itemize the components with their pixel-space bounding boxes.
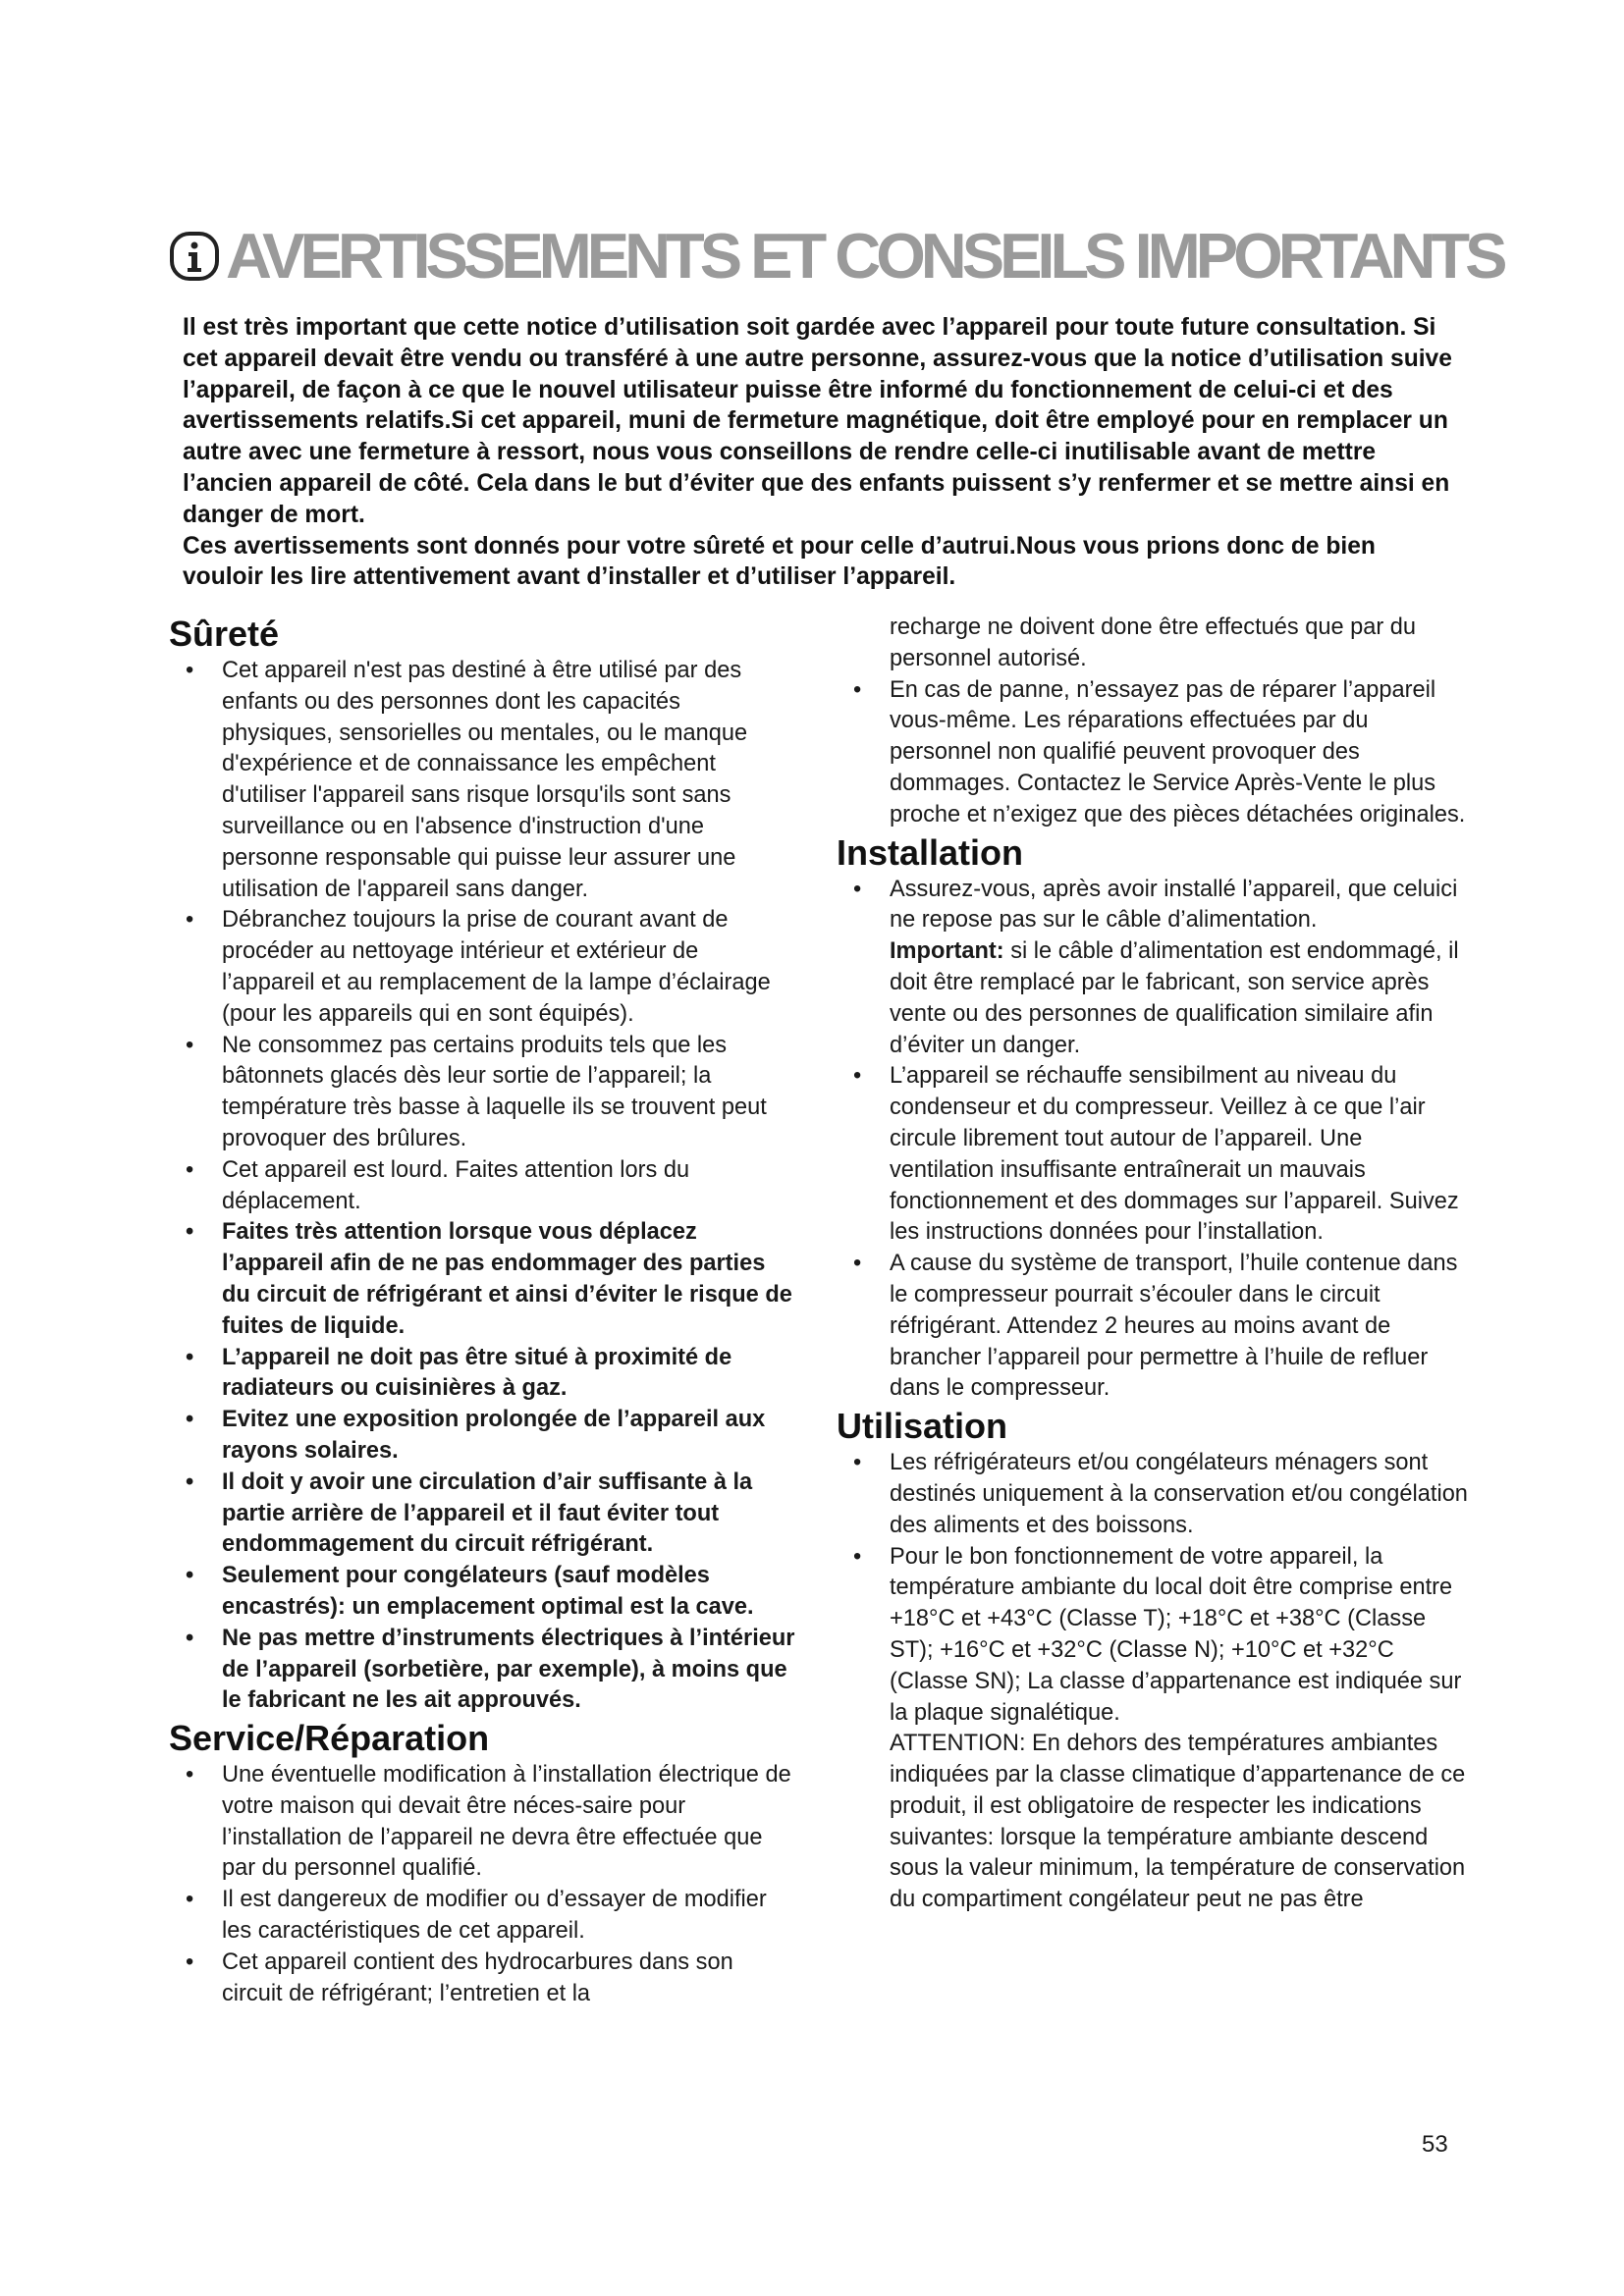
left-column: [169, 613, 797, 2009]
intro-section: [183, 312, 1454, 593]
list-item: • En cas de panne, n’essayez pas de réparer l’appareil vous-même. Les réparations effectuées par du personnel non qualifié peuvent provoquer des dommages. Contactez le Service Après-Vente le plus proche et n’exigez que des pièces détachées originales.: [837, 675, 1473, 831]
section-heading-surete: Sûreté: [169, 614, 280, 654]
section-heading-service: Service/Réparation: [169, 1718, 490, 1759]
service-list: [169, 1760, 797, 2009]
list-item: • Cet appareil contient des hydrocarbures dans son circuit de réfrigérant; l’entretien et la: [169, 1948, 797, 2010]
list-item: • Les réfrigérateurs et/ou congélateurs ménagers sont destinés uniquement à la conservation et/ou congélation des aliments et des boissons.: [837, 1448, 1473, 1541]
list-item: • L’appareil ne doit pas être situé à proximité de radiateurs ou cuisinières à gaz.: [169, 1343, 797, 1406]
list-item: • Il doit y avoir une circulation d’air suffisante à la partie arrière de l’appareil et il faut éviter tout endommagement du circuit réfrigérant.: [169, 1468, 797, 1561]
service-list-continued: [837, 675, 1473, 831]
intro-paragraph: Il est très important que cette notice d’utilisation soit gardée avec l’appareil pour toute future consultation. Si cet appareil devait être vendu ou transféré à une autre personne, assurez-vous que la notice d’utilisation suive l’appareil, de façon à ce que le nouvel utilisateur puisse être informé du fonctionnement de celui-ci et des avertissements relatifs.Si cet appareil, muni de fermeture magnétique, doit être employé pour en remplacer un autre avec une fermeture à ressort, nous vous conseillons de rendre celle-ci inutilisable avant de mettre l’ancien appareil de côté. Cela dans le but d’éviter que des enfants puissent s’y renfermer et se mettre ainsi en danger de mort.: [183, 314, 1452, 528]
list-item: • Il est dangereux de modifier ou d’essayer de modifier les caractéristiques de cet appareil.: [169, 1885, 797, 1948]
title-text: AVERTISSEMENTS ET CONSEILS IMPORTANTS: [226, 220, 1503, 292]
info-icon: [169, 231, 220, 282]
list-item: • Cet appareil n'est pas destiné à être utilisé par des enfants ou des personnes dont les capacités physiques, sensorielles ou mentales, ou le manque d'expérience et de connaissance les empêchent d'utiliser l'appareil sans risque lorsqu'ils sont sans surveillance ou en l'absence d'instruction d'une personne responsable qui puisse leur assurer une utilisation de l'appareil sans danger.: [169, 656, 797, 905]
item-text: Assurez-vous, après avoir installé l’appareil, que celuici ne repose pas sur le câble d’alimentation.: [890, 876, 1458, 934]
list-item: • Ne pas mettre d’instruments électriques à l’intérieur de l’appareil (sorbetière, par exemple), à moins que le fabricant ne les ait approuvés.: [169, 1624, 797, 1717]
list-item: • Débranchez toujours la prise de courant avant de procéder au nettoyage intérieur et extérieur de l’appareil et au remplacement de la lampe d’éclairage (pour les appareils qui en sont équipés).: [169, 905, 797, 1030]
list-item: • Evitez une exposition prolongée de l’appareil aux rayons solaires.: [169, 1405, 797, 1468]
list-item: • L’appareil se réchauffe sensibilment au niveau du condenseur et du compresseur. Veillez à ce que l’air circule librement tout autour de l’appareil. Une ventilation insuffisante entraînerait un mauvais fonctionnement et des dommages sur l’appareil. Suivez les instructions données pour l’installation.: [837, 1061, 1473, 1249]
item-text: si le câble d’alimentation est endommagé, il doit être remplacé par le fabricant, son service après vente ou des personnes de qualification similaire afin d’éviter un danger.: [890, 938, 1459, 1058]
list-item: • Faites très attention lorsque vous déplacez l’appareil afin de ne pas endommager des parties du circuit de réfrigérant et ainsi d’éviter le risque de fuites de liquide.: [169, 1217, 797, 1342]
important-label: Important:: [890, 938, 1004, 965]
list-item: • Une éventuelle modification à l’installation électrique de votre maison qui devait être néces-saire pour l’installation de l’appareil ne devra être effectuée que par du personnel qualifié.: [169, 1760, 797, 1885]
service-continuation: recharge ne doivent done être effectués que par du personnel autorisé.: [890, 614, 1417, 671]
section-heading-utilisation: Utilisation: [837, 1406, 1008, 1447]
section-heading-installation: Installation: [837, 831, 1024, 873]
surete-list: [169, 656, 797, 1717]
list-item: • Pour le bon fonctionnement de votre appareil, la température ambiante du local doit être comprise entre +18°C et +43°C (Classe T); +18°C et +38°C (Classe ST); +16°C et +32°C (Classe N); +10°C et +32°C (Classe SN); La classe d’appartenance est indiquée sur la plaque signalétique.: [837, 1542, 1473, 1730]
attention-paragraph: ATTENTION: En dehors des températures ambiantes indiquées par la classe climatique d’appartenance de ce produit, il est obligatoire de respecter les indications suivantes: lorsque la température ambiante descend sous la valeur minimum, la température de conservation du compartiment congélateur peut ne pas être: [890, 1731, 1466, 1913]
list-item: • Cet appareil est lourd. Faites attention lors du déplacement.: [169, 1155, 797, 1218]
page-number: 53: [1422, 2131, 1448, 2158]
installation-list: [837, 875, 1473, 1406]
list-item: • Seulement pour congélateurs (sauf modèles encastrés): un emplacement optimal est la cave.: [169, 1561, 797, 1624]
list-item: [837, 875, 1473, 1062]
page-title: [169, 220, 1543, 292]
list-item: • A cause du système de transport, l’huile contenue dans le compresseur pourrait s’écouler dans le circuit réfrigérant. Attendez 2 heures au moins avant de brancher l’appareil pour permettre à l’huile de refluer dans le compresseur.: [837, 1249, 1473, 1405]
intro-paragraph: Ces avertissements sont donnés pour votre sûreté et pour celle d’autrui.Nous vous prions donc de bien vouloir les lire attentivement avant d’installer et d’utiliser l’appareil.: [183, 532, 1376, 591]
list-item: • Ne consommez pas certains produits tels que les bâtonnets glacés dès leur sortie de l’appareil; la température très basse à laquelle ils se trouvent peut provoquer des brûlures.: [169, 1031, 797, 1155]
right-column: [837, 613, 1473, 1916]
utilisation-list: [837, 1448, 1473, 1729]
